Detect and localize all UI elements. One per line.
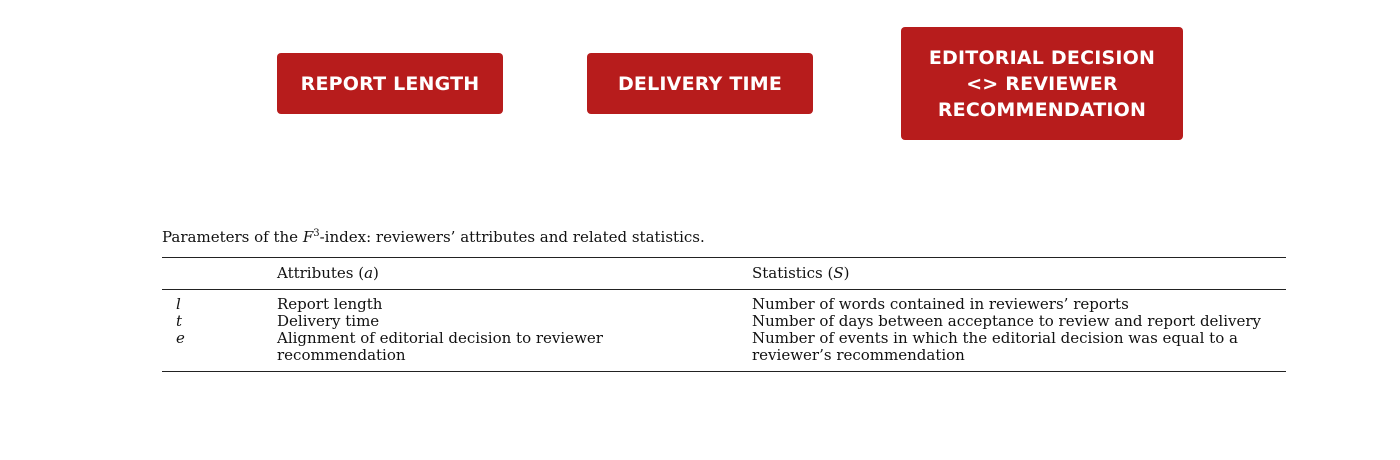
row-statistic: Number of days between acceptance to review and report delivery (752, 312, 1262, 330)
editorial-label-line3: RECOMMENDATION (937, 98, 1147, 121)
parameters-table (162, 257, 1286, 372)
row-attribute-continued: recommendation (277, 346, 406, 364)
row-symbol: t (176, 312, 183, 330)
editorial-label-line1: EDITORIAL DECISION (928, 46, 1156, 69)
caption-symbol: F (302, 228, 314, 246)
report-length-box (277, 53, 503, 114)
caption-superscript: 3 (313, 228, 320, 239)
row-attribute: Delivery time (277, 312, 380, 330)
table-caption (162, 228, 705, 246)
caption-suffix: -index: reviewers’ attributes and related statistics. (319, 228, 705, 246)
delivery-time-box (587, 53, 813, 114)
editorial-decision-box (901, 27, 1183, 140)
row-attribute: Alignment of editorial decision to reviewer (277, 329, 603, 347)
header-attributes: Attributes (a) (277, 264, 379, 282)
table-header-row (162, 258, 1286, 289)
table-row (162, 296, 1286, 313)
row-symbol: l (176, 295, 181, 313)
header-statistics: Statistics (S) (752, 264, 850, 282)
table-bottom-rule (162, 371, 1286, 372)
row-symbol: e (176, 329, 185, 347)
caption-prefix: Parameters of the (162, 228, 303, 246)
delivery-time-label: DELIVERY TIME (617, 72, 783, 95)
row-statistic: Number of events in which the editorial decision was equal to a (752, 329, 1238, 347)
table-row (162, 330, 1286, 347)
table-row (162, 313, 1286, 330)
row-statistic-continued: reviewer’s recommendation (752, 346, 965, 364)
editorial-label-line2: <> REVIEWER (966, 72, 1118, 95)
table-body (162, 290, 1286, 371)
table-row-continuation (162, 347, 1286, 364)
report-length-label: REPORT LENGTH (300, 72, 480, 95)
row-statistic: Number of words contained in reviewers’ reports (752, 295, 1129, 313)
row-attribute: Report length (277, 295, 383, 313)
